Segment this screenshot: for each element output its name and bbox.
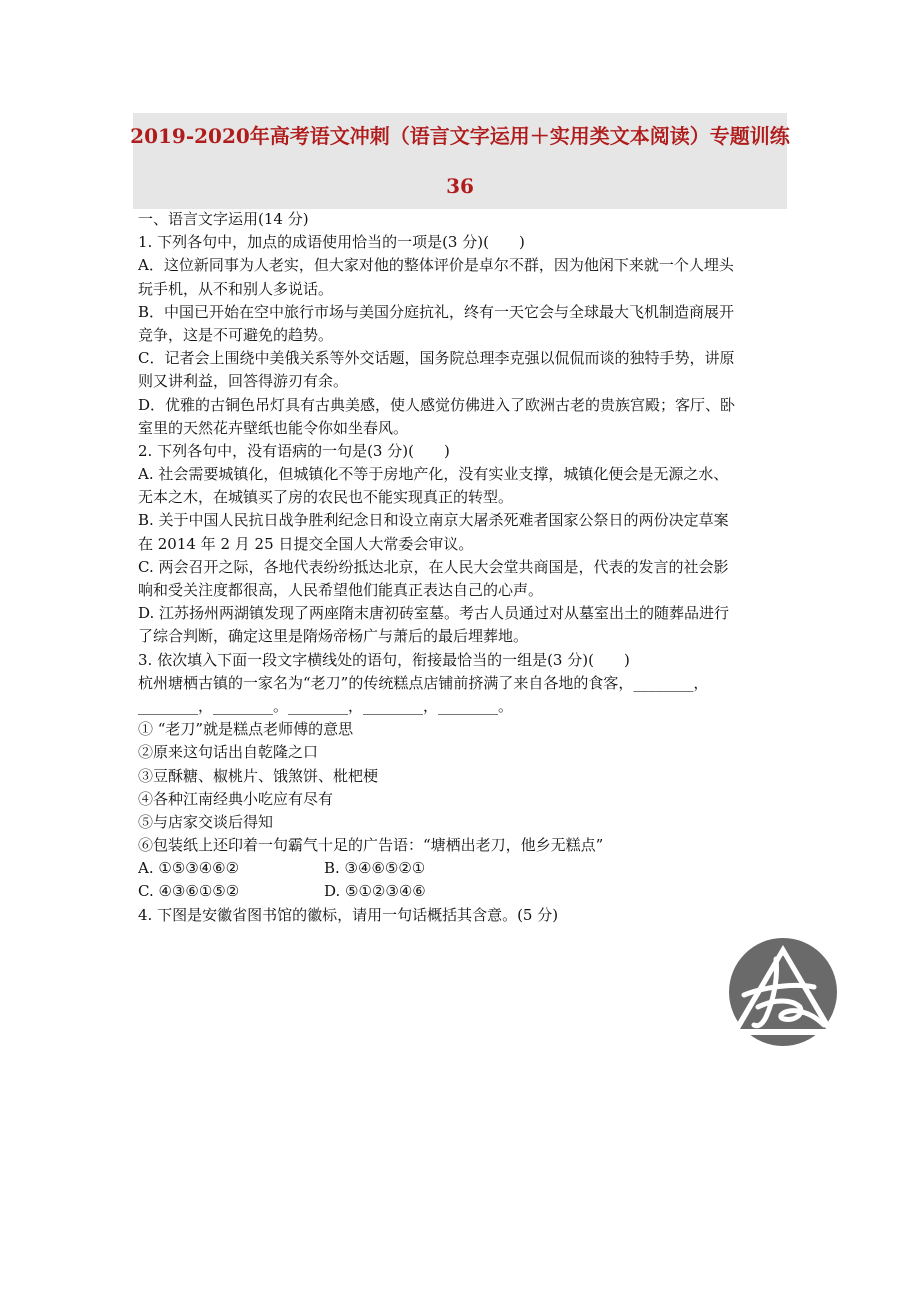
text-line: 1. 下列各句中，加点的成语使用恰当的一项是(3 分)( ) [138,233,525,252]
page-title-number: 36 [446,174,474,198]
text-line: D．优雅的古铜色吊灯具有古典美感，使人感觉仿佛进入了欧洲古老的贵族宫殿；客厅、卧 [138,395,736,414]
text-line: 一、语言文字运用(14 分) [138,210,309,228]
text-line: ________，________。________，________，________。 [138,696,514,715]
text-line: D. 江苏扬州两湖镇发现了两座隋末唐初砖室墓。考古人员通过对从墓室出土的随葬品进行 [138,604,730,623]
text-line: B. 关于中国人民抗日战争胜利纪念日和设立南京大屠杀死难者国家公祭日的两份决定草案 [138,511,729,530]
page-title: 2019-2020年高考语文冲刺（语言文字运用＋实用类文本阅读）专题训练 [130,124,790,148]
text-line: A. 社会需要城镇化，但城镇化不等于房地产化，没有实业支撑，城镇化便会是无源之水、 [138,465,729,484]
option-a: A. ①⑤③④⑥② [138,859,240,878]
text-line: 响和受关注度都很高，人民希望他们能真正表达自己的心声。 [138,581,544,599]
document-body [138,208,790,927]
answer-options-row [138,880,790,903]
text-line: 则又讲利益，回答得游刃有余。 [138,372,349,391]
answer-options-row [138,857,790,880]
option-c: C. ④③⑥①⑤② [138,882,240,901]
text-line: 3. 依次填入下面一段文字横线处的语句，衔接最恰当的一组是(3 分)( ) [138,650,630,669]
text-line: 玩手机，从不和别人多说话。 [138,279,334,298]
text-line: C．记者会上围绕中美俄关系等外交话题，国务院总理李克强以侃侃而谈的独特手势，讲原 [138,349,735,368]
text-line: 了综合判断，确定这里是隋炀帝杨广与萧后的最后埋葬地。 [138,627,529,646]
text-line: 竞争，这是不可避免的趋势。 [138,325,334,344]
option-b: B. ③④⑥⑤②① [324,859,426,878]
emblem-dot [781,950,787,956]
text-line: ⑤与店家交谈后得知 [138,812,274,831]
text-line: ②原来这句话出自乾隆之口 [138,743,319,762]
text-line: B．中国已开始在空中旅行市场与美国分庭抗礼，终有一天它会与全球最大飞机制造商展开 [138,302,735,321]
text-line: ③豆酥糖、椒桃片、饿煞饼、枇杷梗 [138,766,379,785]
question-4: 4. 下图是安徽省图书馆的徽标，请用一句话概括其含意。(5 分) [138,905,559,924]
text-line: ⑥包装纸上还印着一句霸气十足的广告语：“塘栖出老刀，他乡无糕点” [138,836,604,855]
text-line: 在 2014 年 2 月 25 日提交全国人大常委会审议。 [138,534,474,553]
text-line: 2. 下列各句中，没有语病的一句是(3 分)( ) [138,441,450,460]
text-line: 无本之木，在城镇买了房的农民也不能实现真正的转型。 [138,488,514,507]
text-line: 杭州塘栖古镇的一家名为“老刀”的传统糕点店铺前挤满了来自各地的食客，________， [138,673,709,692]
option-d: D. ⑤①②③④⑥ [324,882,426,901]
text-line: C. 两会召开之际，各地代表纷纷抵达北京，在人民大会堂共商国是，代表的发言的社会影 [138,557,729,576]
text-line: A．这位新同事为人老实，但大家对他的整体评价是卓尔不群，因为他闲下来就一个人埋头 [138,256,734,275]
text-line: ④各种江南经典小吃应有尽有 [138,789,334,808]
library-emblem-logo [714,937,852,1047]
text-line: ① “老刀”就是糕点老师傅的意思 [138,720,354,739]
text-line: 室里的天然花卉壁纸也能令你如坐春风。 [138,418,409,437]
